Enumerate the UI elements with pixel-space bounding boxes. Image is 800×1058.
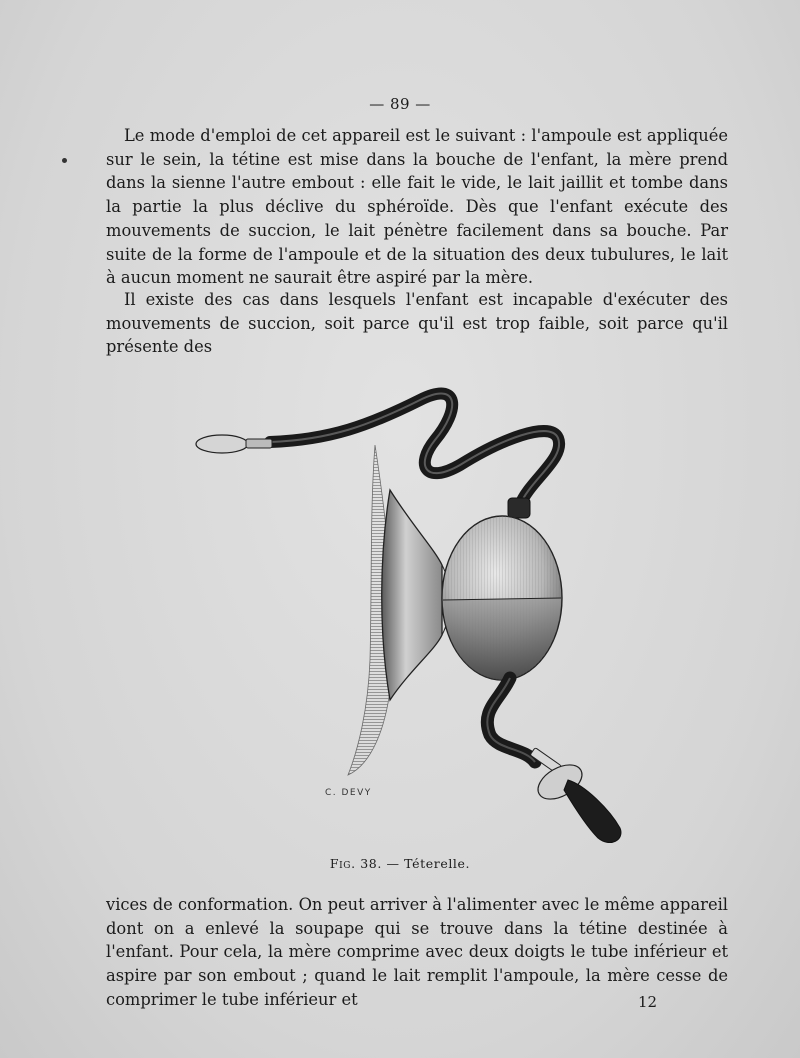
page-number: — 89 — (369, 95, 431, 113)
upper-tube (270, 394, 559, 505)
paragraph-text: vices de conformation. On peut arriver à l'alimenter avec le même appareil dont on a enlevé la soupape qui se trouve dans la tétine destinée à l'enfant. Pour cela, la mère comprime avec deux doigts le tube inférieur et aspire par son embout ; quand le lait remplit l'ampoule, la mère cesse de comprimer le tube inférieur et (106, 895, 728, 1009)
breast-shield (382, 490, 442, 700)
paragraph-text: Le mode d'emploi de cet appareil est le suivant : l'ampoule est appliquée sur le sein, la tétine est mise dans la bouche de l'enfant, la mère prend dans la sienne l'autre embout : elle fait le vide, le lait jaillit et tombe dans la partie la plus déclive du sphéroïde. Dès que l'enfant exécute des mouvements de succion, le lait pénètre facilement dans sa bouche. Par suite de la forme de l'ampoule et de la situation des deux tubulures, le lait à aucun moment ne saurait être aspiré par la mère. (106, 126, 728, 288)
margin-mark (62, 158, 67, 163)
engraver-signature: C. DEVY (325, 788, 372, 798)
paragraph-cases (106, 288, 728, 359)
figure-label: Fig. 38. (329, 856, 382, 871)
mouthpiece (196, 435, 248, 453)
nipple (564, 780, 621, 843)
figure-title: — Téterelle. (386, 856, 471, 871)
paragraph-continuation (106, 893, 728, 1012)
signature-mark: 12 (638, 993, 658, 1011)
milk-level (443, 598, 561, 680)
breast-pump-engraving (180, 370, 640, 850)
paragraph-usage (106, 124, 728, 290)
figure-teterelle-illustration (180, 370, 640, 850)
figure-caption (0, 856, 800, 871)
paragraph-text: Il existe des cas dans lesquels l'enfant est incapable d'exécuter des mouvements de succion, soit parce qu'il est trop faible, soit parce qu'il présente des (106, 290, 728, 357)
